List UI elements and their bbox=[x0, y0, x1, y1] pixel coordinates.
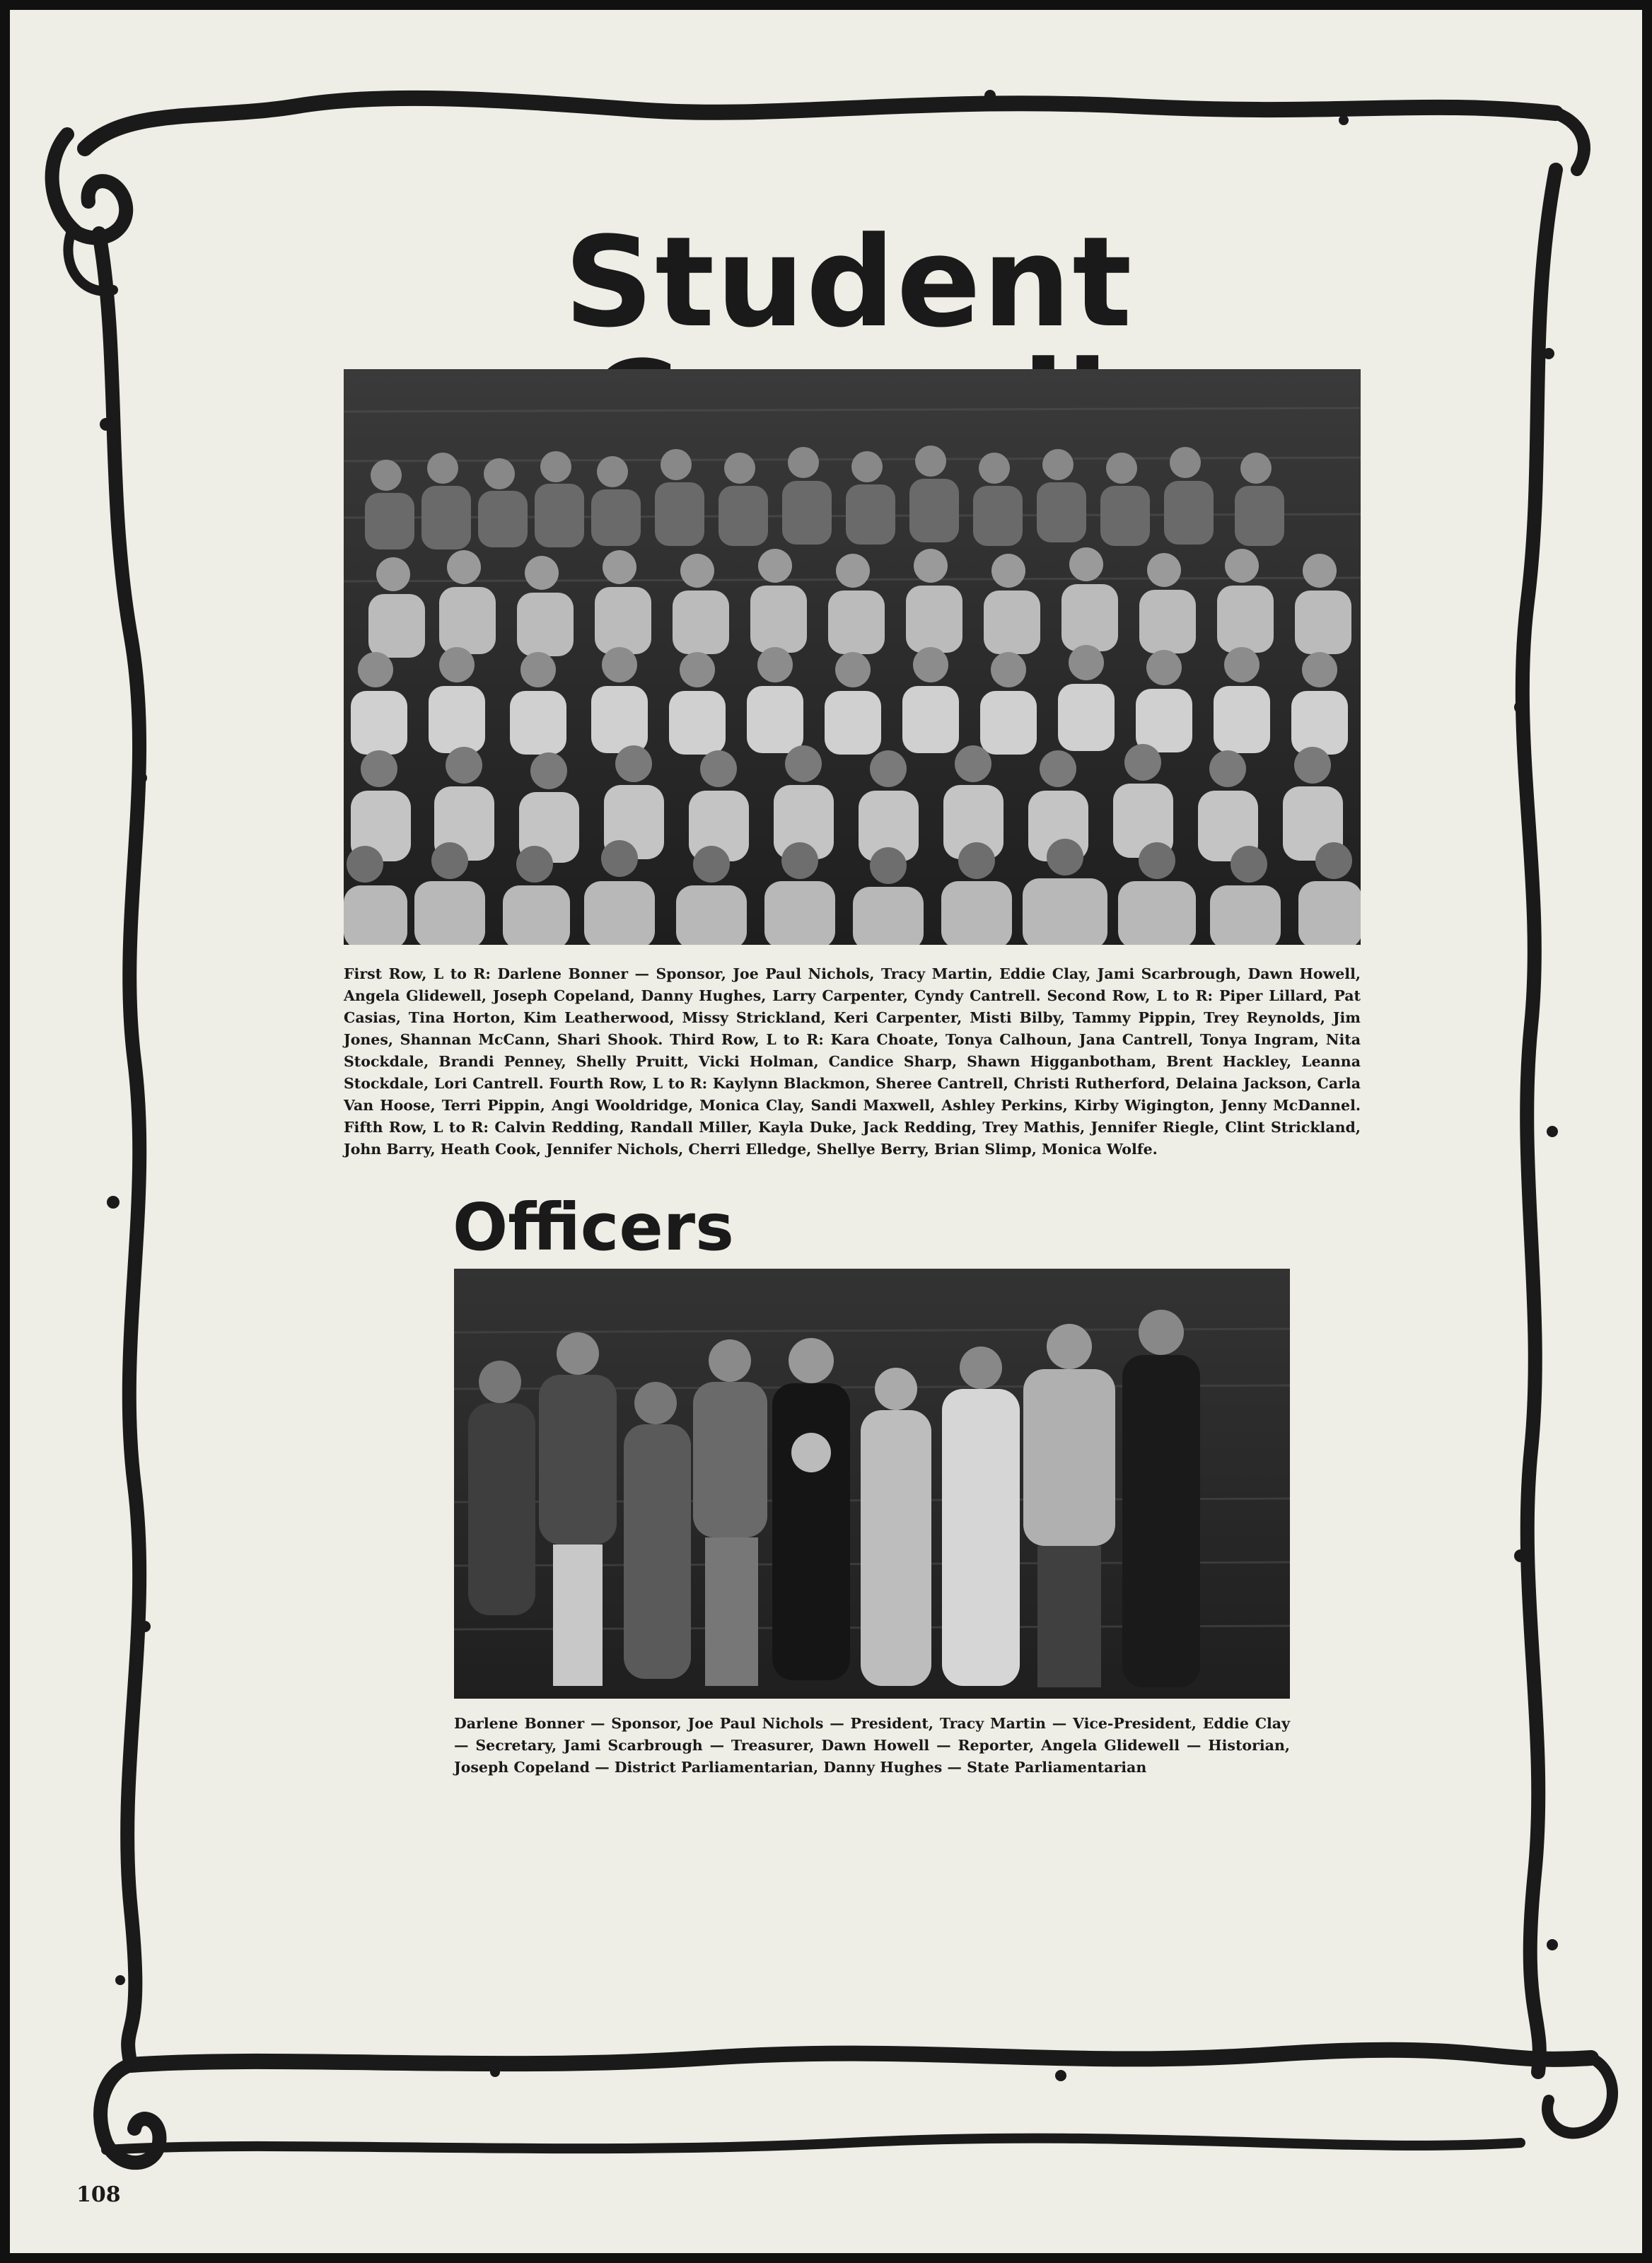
officers-heading: Officers bbox=[453, 1189, 734, 1265]
officers-photo bbox=[454, 1269, 1290, 1699]
council-photo-caption: First Row, L to R: Darlene Bonner — Sponsor, Joe Paul Nichols, Tracy Martin, Eddie Clay, Jami Scarbrough, Dawn Howell, Angela Glidewell, Joseph Copeland, Danny Hughes, Larry Carpenter, Cyndy Cantrell. Second Row, L to R: Piper Lillard, Pat Casias, Tina Horton, Kim Leatherwood, Missy Strickland, Keri Carpenter, Misti Bilby, Tammy Pippin, Trey Reynolds, Jim Jones, Shannan McCann, Shari Shook. Third Row, L to R: Kara Choate, Tonya Calhoun, Jana Cantrell, Tonya Ingram, Nita Stockdale, Brandi Penney, Shelly Pruitt, Vicki Holman, Candice Sharp, Shawn Higganbotham, Brent Hackley, Leanna Stockdale, Lori Cantrell. Fourth Row, L to R: Kaylynn Blackmon, Sheree Cantrell, Christi Rutherford, Delaina Jackson, Carla Van Hoose, Terri Pippin, Angi Wooldridge, Monica Clay, Sandi Maxwell, Ashley Perkins, Kirby Wigington, Jenny McDannel. Fifth Row, L to R: Calvin Redding, Randall Miller, Kayla Duke, Jack Redding, Trey Mathis, Jennifer Riegle, Clint Strickland, John Barry, Heath Cook, Jennifer Nichols, Cherri Elledge, Shellye Berry, Brian Slimp, Monica Wolfe. bbox=[344, 965, 1361, 1158]
council-group-photo bbox=[344, 369, 1361, 945]
page-number: 108 bbox=[76, 2182, 121, 2207]
page-title: Student bbox=[564, 210, 1134, 355]
officers-photo-caption: Darlene Bonner — Sponsor, Joe Paul Nichols — President, Tracy Martin — Vice-President, Eddie Clay — Secretary, Jami Scarbrough — Treasurer, Dawn Howell — Reporter, Angela Glidewell — Historian, Joseph Copeland — District Parliamentarian, Danny Hughes — State Parliamentarian bbox=[454, 1715, 1290, 1776]
